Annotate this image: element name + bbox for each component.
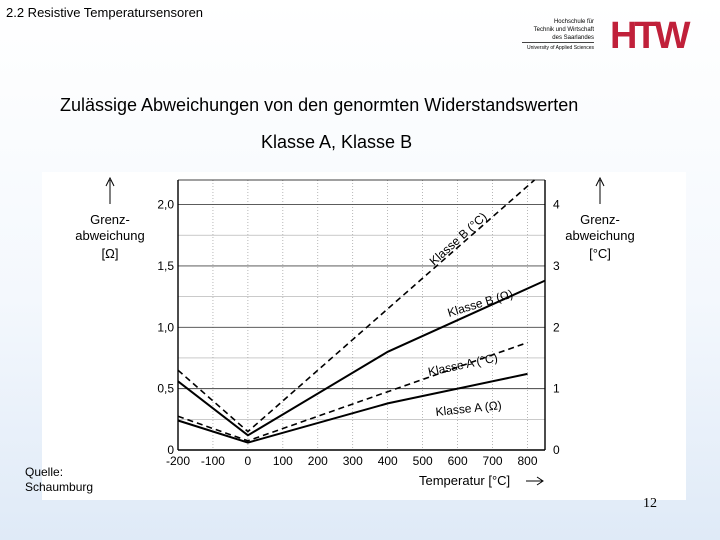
x-tick-label-4: 200 bbox=[307, 454, 328, 468]
logo-text bbox=[522, 18, 594, 42]
chart-container bbox=[42, 172, 686, 500]
x-tick-label-10: 800 bbox=[517, 454, 538, 468]
logo-line-3: des Saarlandes bbox=[552, 35, 594, 41]
slide-title: Zulässige Abweichungen von den genormten Widerstandswerten bbox=[60, 95, 579, 115]
left-axis-arrow bbox=[106, 178, 114, 204]
logo-subtitle: University of Applied Sciences bbox=[527, 45, 594, 51]
x-tick-label-7: 500 bbox=[412, 454, 433, 468]
y-left-tick-label-4: 2,0 bbox=[157, 197, 174, 212]
series-label-3: Klasse A (Ω) bbox=[434, 398, 503, 419]
left-axis-label-1: Grenz- bbox=[90, 212, 130, 227]
chart-series bbox=[178, 180, 545, 443]
logo-mark: HTW bbox=[610, 15, 688, 57]
y-left-tick-label-2: 1,0 bbox=[157, 320, 174, 335]
y-right-tick-label-1: 1 bbox=[553, 381, 560, 396]
source-author: Schaumburg bbox=[25, 480, 94, 494]
series-label-2: Klasse B (Ω) bbox=[445, 286, 515, 320]
y-left-tick-label-3: 1,5 bbox=[157, 258, 174, 273]
x-tick-label-5: 300 bbox=[342, 454, 363, 468]
x-axis-arrow bbox=[526, 477, 543, 485]
x-tick-label-9: 700 bbox=[482, 454, 503, 468]
logo-line-1: Hochschule für bbox=[553, 19, 594, 25]
x-tick-label-0: -200 bbox=[165, 454, 191, 468]
source-note bbox=[25, 465, 93, 495]
y-left-tick-label-1: 0,5 bbox=[157, 381, 174, 396]
y-right-tick-label-4: 4 bbox=[553, 197, 560, 212]
htw-logo bbox=[522, 16, 692, 56]
left-axis-label-3: [Ω] bbox=[101, 246, 119, 261]
series-label-0: Klasse B (°C) bbox=[426, 209, 490, 269]
deviation-chart bbox=[42, 172, 686, 500]
logo-line-2: Technik und Wirtschaft bbox=[533, 27, 594, 33]
left-axis-label-2: abweichung bbox=[75, 228, 145, 243]
y-left-tick-label-0: 0 bbox=[167, 443, 174, 457]
x-axis-label: Temperatur [°C] bbox=[419, 473, 511, 488]
section-header: 2.2 Resistive Temperatursensoren bbox=[6, 5, 204, 20]
x-tick-label-2: 0 bbox=[244, 454, 252, 468]
slide-subtitle: Klasse A, Klasse B bbox=[261, 132, 413, 152]
chart-ticks bbox=[157, 198, 560, 468]
y-right-tick-label-3: 3 bbox=[553, 258, 560, 273]
y-right-tick-label-0: 0 bbox=[553, 443, 560, 457]
x-tick-label-1: -100 bbox=[200, 454, 225, 468]
right-axis-label-1: Grenz- bbox=[580, 212, 620, 227]
page-number: 12 bbox=[643, 496, 657, 511]
y-right-tick-label-2: 2 bbox=[553, 320, 560, 335]
right-axis-arrow bbox=[596, 178, 604, 204]
x-tick-label-3: 100 bbox=[272, 454, 293, 468]
right-axis-label-3: [°C] bbox=[589, 246, 611, 261]
x-tick-label-6: 400 bbox=[377, 454, 398, 468]
source-label: Quelle: bbox=[25, 465, 64, 479]
right-axis-label-2: abweichung bbox=[565, 228, 635, 243]
logo-divider bbox=[522, 42, 594, 43]
x-tick-label-8: 600 bbox=[447, 454, 468, 468]
series-label-1: Klasse A (°C) bbox=[426, 350, 499, 379]
